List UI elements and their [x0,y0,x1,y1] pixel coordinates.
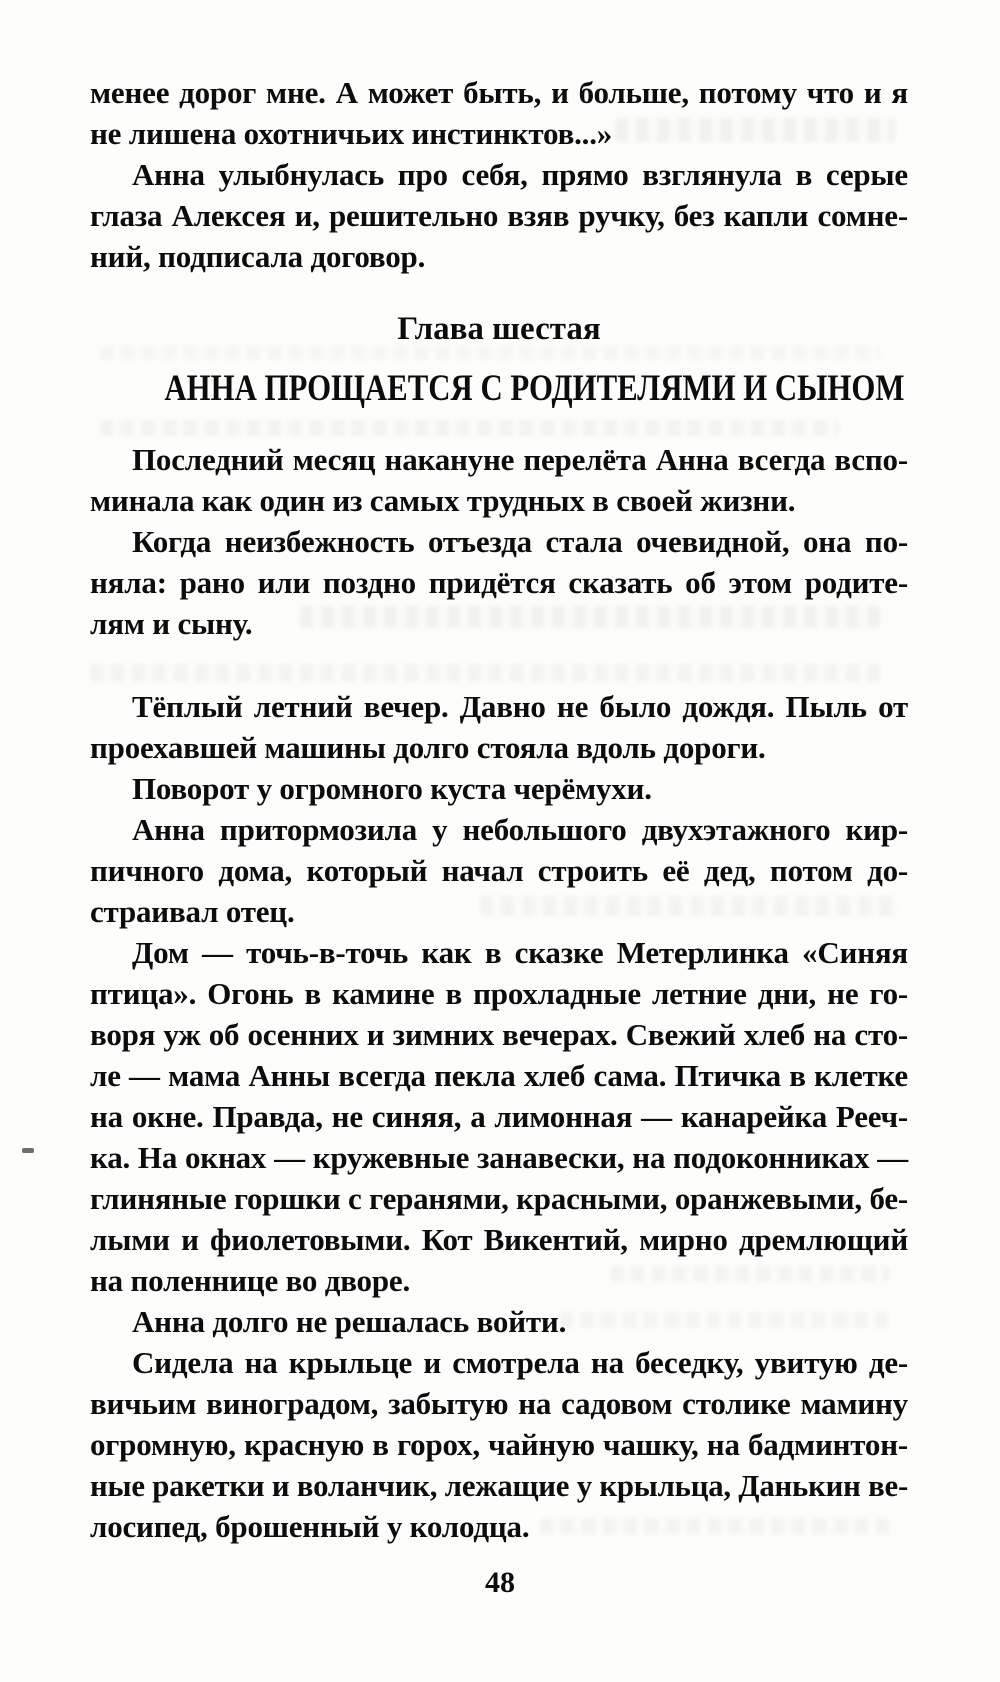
line-text: Анна улыбнулась про себя, прямо взглянула в серые [132,157,908,192]
text-line [90,1465,908,1506]
line-text: менее дорог мне. А может быть, и больше, потому что и я [90,75,908,110]
line-text: глиняные горшки с геранями, красными, оранжевыми, бе- [90,1181,908,1216]
text-line [90,562,908,603]
text-line [90,72,908,113]
chapter-title-text: АННА ПРОЩАЕТСЯ С РОДИТЕЛЯМИ И СЫНОМ [164,368,905,409]
line-text: няла: рано или поздно придётся сказать об этом родите- [90,565,908,600]
paragraph [90,932,908,1301]
text-line [90,439,908,480]
text-line [90,480,908,521]
line-text: лыми и фиолетовыми. Кот Викентий, мирно дремлющий [90,1222,908,1257]
text-line [90,1383,908,1424]
line-text: ле — мама Анны всегда пекла хлеб сама. Птичка в клетке [90,1058,908,1093]
text-line [90,1014,908,1055]
line-text: Когда неизбежность отъезда стала очевидной, она по- [132,524,908,559]
line-text: огромную, красную в горох, чайную чашку, на бадминтон- [90,1427,908,1462]
line-text: на поленнице во дворе. [90,1263,411,1298]
text-block [90,72,908,1547]
line-text: вичьим виноградом, забытую на садовом столике мамину [90,1386,908,1421]
line-text: глаза Алексея и, решительно взяв ручку, без капли сомне- [90,198,908,233]
text-line [90,603,908,644]
after-heading-paragraphs [90,439,908,644]
text-line [90,1178,908,1219]
paragraph [90,521,908,644]
line-text: минала как один из самых трудных в своей жизни. [90,483,796,518]
paragraph [90,809,908,932]
paragraph [90,686,908,768]
paragraph [90,154,908,277]
line-text: ные ракетки и воланчик, лежащие у крыльца, Данькин ве- [90,1468,908,1503]
intro-paragraphs [90,72,908,277]
line-text: пичного дома, который начал строить её дед, потом до- [90,853,908,888]
text-line [90,727,908,768]
paragraph [90,72,908,154]
text-line [90,154,908,195]
text-line [90,1506,908,1547]
paragraph [90,768,908,809]
chapter-label [90,309,908,350]
line-text: Анна долго не решалась войти. [132,1304,567,1339]
text-line [90,768,908,809]
line-text: лосипед, брошенный у колодца. [90,1509,530,1544]
page-number: 48 [485,1566,515,1599]
line-text: Сидела на крыльце и смотрела на беседку, увитую де- [132,1345,908,1380]
text-line [90,891,908,932]
scene-paragraphs [90,686,908,1547]
line-text: птица». Огонь в камине в прохладные летние дни, не го- [90,976,908,1011]
text-line [90,1055,908,1096]
line-text: проехавшей машины долго стояла вдоль дороги. [90,730,766,765]
text-line [90,113,908,154]
line-text: на окне. Правда, не синяя, а лимонная — канарейка Рееч- [90,1099,908,1134]
line-text: Дом — точь-в-точь как в сказке Метерлинка «Синяя [132,935,908,970]
text-line [90,850,908,891]
paragraph [90,439,908,521]
line-text: лям и сыну. [90,606,253,641]
chapter-label-text: Глава шестая [397,311,601,347]
text-line [90,809,908,850]
text-line [90,1301,908,1342]
paragraph [90,1301,908,1342]
text-line [90,973,908,1014]
text-line [90,1137,908,1178]
text-line [90,1342,908,1383]
line-text: ка. На окнах — кружевные занавески, на подоконниках — [90,1140,908,1175]
line-text: ний, подписала договор. [90,239,426,274]
margin-speck [22,1148,34,1153]
line-text: Последний месяц накануне перелёта Анна всегда вспо- [132,442,908,477]
line-text: Тёплый летний вечер. Давно не было дождя. Пыль от [132,689,908,724]
line-text: Поворот у огромного куста черёмухи. [132,771,652,806]
text-line [90,932,908,973]
text-line [90,521,908,562]
text-line [90,1219,908,1260]
line-text: не лишена охотничьих инстинктов...» [90,116,613,151]
text-line [90,1096,908,1137]
line-text: Анна притормозила у небольшого двухэтажного кир- [132,812,908,847]
line-text: воря уж об осенних и зимних вечерах. Свежий хлеб на сто- [90,1017,908,1052]
paragraph [90,1342,908,1547]
text-line [90,236,908,277]
text-line [90,1424,908,1465]
text-line [90,1260,908,1301]
text-line [90,686,908,727]
chapter-title [90,366,908,412]
line-text: страивал отец. [90,894,295,929]
text-line [90,195,908,236]
